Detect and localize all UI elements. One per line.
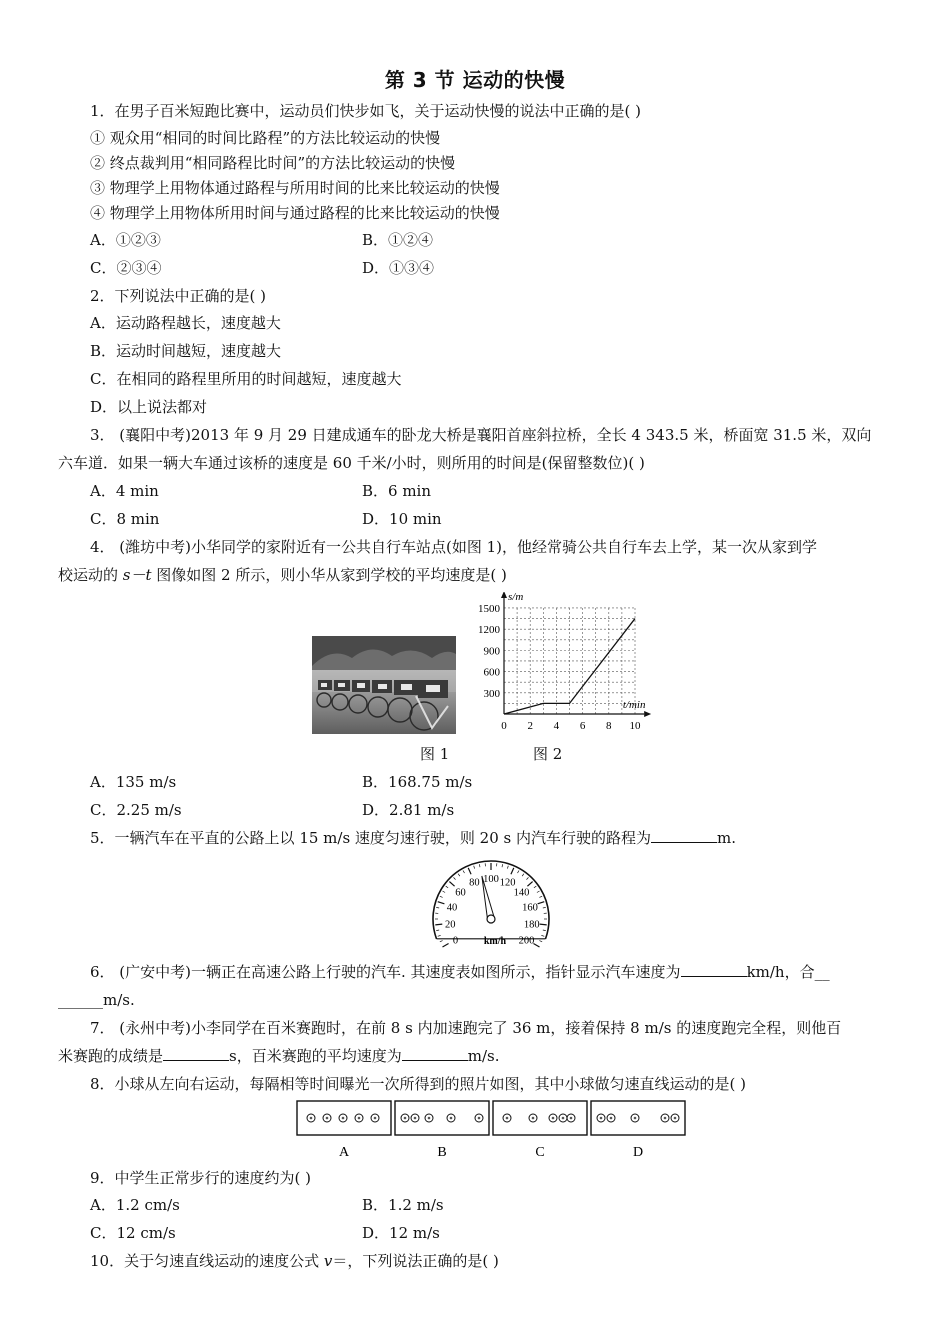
y-tick-label: 1500 (478, 602, 500, 615)
s-t-graph (468, 592, 678, 740)
photo-label-D: D (632, 1145, 644, 1160)
section-title: 第 3 节 运动的快慢 (384, 68, 566, 92)
figure-2-caption: 图 2 (533, 745, 563, 763)
q7-stem-part1: 米赛跑的成绩是 (58, 1047, 164, 1065)
q2-option-b: B．运动时间越短，速度越大 (90, 342, 282, 360)
dial-tick (449, 882, 454, 887)
q4-option-c: C．2.25 m/s (90, 801, 182, 819)
q5-answer-blank[interactable] (651, 828, 717, 843)
dial-tick (436, 930, 439, 931)
dial-hub (487, 915, 495, 923)
x-tick-label: 8 (606, 720, 612, 732)
q9-option-b: B．1.2 m/s (362, 1196, 444, 1214)
dial-tick (454, 877, 456, 879)
dial-tick (543, 907, 546, 908)
x-tick-label: 10 (629, 720, 641, 732)
q6-speed-kmh-blank[interactable] (681, 962, 747, 977)
x-tick-label: 4 (553, 720, 560, 732)
dial-tick (502, 864, 503, 867)
q7-stem-part3: m/s. (467, 1047, 500, 1065)
ball-center (610, 1117, 613, 1120)
q7-stem-line2 (58, 1046, 499, 1066)
photo-label-A: A (338, 1145, 350, 1160)
x-tick-label: 0 (501, 720, 507, 732)
dial-tick (479, 864, 480, 867)
dial-tick (435, 924, 442, 925)
q2-option-c: C．在相同的路程里所用的时间越短，速度越大 (90, 370, 402, 388)
q7-stem-part2: s，百米赛跑的平均速度为 (229, 1047, 402, 1065)
q4-stem-part1: 校运动的 (58, 566, 123, 584)
photo-label-B: B (437, 1145, 447, 1160)
figure-1-caption: 图 1 (420, 745, 450, 763)
dial-number-180: 180 (523, 919, 540, 931)
q7-average-speed-blank[interactable] (402, 1046, 468, 1061)
dial-tick (474, 866, 475, 869)
dial-unit-label: km/h (483, 936, 507, 947)
x-tick-label: 2 (527, 720, 533, 732)
x-axis-arrow (644, 711, 651, 717)
dial-tick (446, 886, 448, 888)
q4-option-d: D．2.81 m/s (362, 801, 455, 819)
dial-number-200: 200 (518, 935, 535, 947)
q1-statement-1: ① 观众用“相同的时间比路程”的方法比较运动的快慢 (90, 129, 441, 147)
ball-center (506, 1117, 509, 1120)
q3-option-c: C．8 min (90, 510, 160, 528)
x-axis-label: t/min (622, 699, 646, 711)
q1-statement-3: ③ 物理学上用物体通过路程与所用时间的比来比较运动的快慢 (90, 179, 500, 197)
ball-center (664, 1117, 667, 1120)
dial-tick (443, 891, 446, 893)
dial-tick (440, 941, 443, 942)
dial-number-80: 80 (469, 877, 480, 889)
q9-option-c: C．12 cm/s (90, 1224, 176, 1242)
dial-tick (518, 871, 520, 874)
dial-tick (458, 874, 460, 876)
ball-center (674, 1117, 677, 1120)
bicycle-station-photo (312, 636, 456, 734)
q5-stem (90, 828, 736, 848)
speedometer-dial (428, 853, 554, 953)
ball-center (414, 1117, 417, 1120)
q6-stem-line1 (90, 962, 830, 982)
dial-number-120: 120 (499, 877, 516, 889)
q3-option-b: B．6 min (362, 482, 432, 500)
q5-stem-part1: 5．一辆汽车在平直的公路上以 15 m/s 速度匀速行驶，则 20 s 内汽车行驶的路程为 (90, 829, 652, 847)
q3-stem-line1: 3． (襄阳中考)2013 年 9 月 29 日建成通车的卧龙大桥是襄阳首座斜拉桥，全长 4 343.5 米，桥面宽 31.5 米，双向 (90, 426, 872, 444)
q1-statement-2: ② 终点裁判用“相同路程比时间”的方法比较运动的快慢 (90, 154, 456, 172)
ball-center (358, 1117, 361, 1120)
q9-option-a: A．1.2 cm/s (90, 1196, 180, 1214)
ball-center (552, 1117, 555, 1120)
dial-tick (527, 882, 532, 887)
dial-number-140: 140 (513, 887, 530, 899)
dial-tick (463, 871, 465, 874)
dial-tick (443, 944, 449, 948)
q4-stem-line2 (58, 565, 507, 585)
q3-option-a: A．4 min (90, 482, 159, 500)
q10-stem-part1: 10．关于匀速直线运动的速度公式 (90, 1252, 324, 1270)
dial-tick (511, 868, 514, 874)
ball-center (450, 1117, 453, 1120)
dial-tick (438, 902, 445, 904)
y-tick-label: 900 (483, 645, 500, 658)
dial-tick (539, 941, 542, 942)
dial-tick (526, 877, 528, 879)
dial-tick (522, 874, 524, 876)
dial-tick (440, 896, 443, 897)
q8-stem: 8．小球从左向右运动，每隔相等时间曝光一次所得到的照片如图，其中小球做匀速直线运动的是( ) (90, 1075, 747, 1093)
ball-photo-options (296, 1100, 688, 1162)
y-axis-arrow (501, 592, 507, 598)
q4-stem-part2: 图像如图 2 所示，则小华从家到学校的平均速度是( ) (151, 566, 507, 584)
dial-tick (538, 902, 545, 904)
q2-option-d: D．以上说法都对 (90, 398, 208, 416)
dial-tick (468, 868, 471, 874)
q2-stem: 2．下列说法中正确的是( ) (90, 287, 267, 305)
q1-option-c: C．②③④ (90, 259, 162, 277)
q1-statement-4: ④ 物理学上用物体所用时间与通过路程的比来比较运动的快慢 (90, 204, 500, 222)
dial-number-40: 40 (446, 902, 458, 914)
dial-number-20: 20 (444, 919, 456, 931)
q4-stem-line1: 4． (潍坊中考)小华同学的家附近有一公共自行车站点(如图 1)，他经常骑公共自行车去上学，某一次从家到学 (90, 538, 818, 556)
q10-stem-variable: v (323, 1252, 333, 1270)
q3-stem-line2: 六车道．如果一辆大车通过该桥的速度是 60 千米/小时，则所用的时间是(保留整数位)( ) (58, 454, 645, 472)
q6-stem-part1: 6． (广安中考)一辆正在高速公路上行驶的汽车. 其速度表如图所示，指针显示汽车速度为 (90, 963, 681, 981)
q1-option-b: B．①②④ (362, 231, 434, 249)
q6-stem-line2: ______m/s. (58, 991, 135, 1009)
x-tick-label: 6 (579, 720, 586, 732)
dial-number-0: 0 (452, 935, 459, 947)
dial-tick (436, 907, 439, 908)
ball-center (478, 1117, 481, 1120)
q9-option-d: D．12 m/s (362, 1224, 440, 1242)
ball-center (326, 1117, 329, 1120)
q10-stem (90, 1251, 499, 1271)
q1-option-d: D．①③④ (362, 259, 435, 277)
dial-tick (543, 930, 546, 931)
dial-tick (537, 891, 540, 893)
q1-stem: 1．在男子百米短跑比赛中，运动员们快步如飞，关于运动快慢的说法中正确的是( ) (90, 102, 642, 120)
q2-option-a: A．运动路程越长，速度越大 (90, 314, 281, 332)
y-axis-label: s/m (508, 592, 524, 604)
ball-center (310, 1117, 313, 1120)
dial-tick (438, 935, 441, 936)
dial-number-100: 100 (483, 874, 499, 885)
dial-number-160: 160 (522, 902, 538, 914)
ball-center (342, 1117, 345, 1120)
photo-label-C: C (535, 1145, 545, 1160)
ball-center (532, 1117, 535, 1120)
ball-center (570, 1117, 573, 1120)
ball-center (600, 1117, 603, 1120)
y-tick-label: 600 (483, 666, 500, 679)
q10-stem-part2: ＝，下列说法正确的是( ) (332, 1252, 499, 1270)
dial-number-60: 60 (455, 887, 466, 899)
dial-tick (507, 866, 508, 869)
q1-option-a: A．①②③ (90, 231, 161, 249)
q4-option-a: A．135 m/s (90, 773, 177, 791)
q5-stem-part2: m. (717, 829, 737, 847)
dial-tick (541, 935, 544, 936)
q7-stem-line1: 7． (永州中考)小李同学在百米赛跑时，在前 8 s 内加速跑完了 36 m，接着保持 8 m/s 的速度跑完全程，则他百 (90, 1019, 842, 1037)
q3-option-d: D．10 min (362, 510, 442, 528)
dial-tick (540, 924, 547, 925)
q4-stem-variable: s－t (122, 566, 152, 584)
ball-center (428, 1117, 431, 1120)
dial-tick (539, 896, 542, 897)
y-tick-label: 1200 (478, 624, 500, 637)
q7-time-blank[interactable] (163, 1046, 229, 1061)
dial-tick (534, 886, 536, 888)
y-tick-label: 300 (483, 687, 500, 700)
ball-center (562, 1117, 565, 1120)
q4-option-b: B．168.75 m/s (362, 773, 473, 791)
ball-center (634, 1117, 637, 1120)
ball-center (404, 1117, 407, 1120)
q9-stem: 9．中学生正常步行的速度约为( ) (90, 1169, 312, 1187)
q6-stem-part2: km/h，合__ (746, 963, 830, 981)
ball-center (374, 1117, 377, 1120)
